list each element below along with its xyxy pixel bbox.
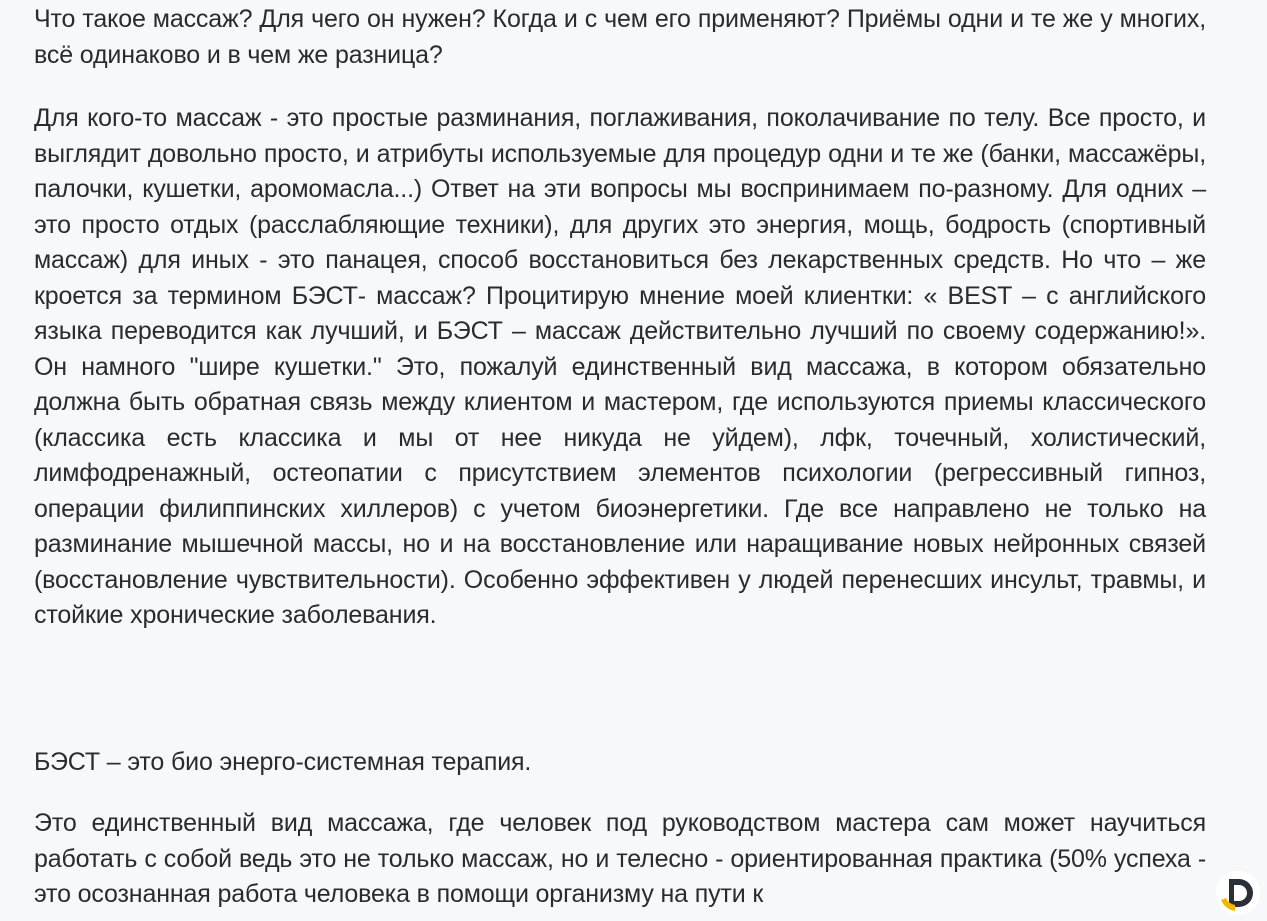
paragraph-massage-description: Для кого-то массаж - это простые разминания, поглаживания, поколачивание по телу. Все просто, и выглядит довольно просто, и атрибуты используемые для процедур одни и те же (банки, массажёры, палочки, кушетки, аромомасла...) Ответ на эти вопросы мы воспринимаем по-разному. Для одних – это просто отдых (расслабляющие техники), для других это энергия, мощь, бодрость (спортивный массаж) для иных - это панацея, способ восстановиться без лекарственных средств. Но что – же кроется за термином БЭСТ- массаж? Процитирую мнение моей клиентки: « BEST – с английского языка переводится как лучший, и БЭСТ – массаж действительно лучший по своему содержанию!». Он намного "шире кушетки." Это, пожалуй единственный вид массажа, в котором обязательно должна быть обратная связь между клиентом и мастером, где используются приемы классического (классика есть классика и мы от нее никуда не уйдем), лфк, точечный, холистический, лимфодренажный, остеопатии с присутствием элементов психологии (регрессивный гипноз, операции филиппинских хиллеров) с учетом биоэнергетики. Где все направлено не только на разминание мышечной массы, но и на восстановление или наращивание новых нейронных связей (восстановление чувствительности). Особенно эффективен у людей перенесших инсульт, травмы, и стойкие хронические заболевания. bbox=[34, 104, 1206, 629]
paragraph-best-definition: БЭСТ – это био энерго-системная терапия. bbox=[34, 748, 532, 776]
brand-logo-icon bbox=[1215, 870, 1261, 916]
paragraph-intro-questions: Что такое массаж? Для чего он нужен? Когда и с чем его применяют? Приёмы одни и те же у многих, всё одинаково и в чем же разница? bbox=[34, 5, 1206, 69]
paragraph-unique-massage: Это единственный вид массажа, где человек под руководством мастера сам может научиться работать с собой ведь это не только массаж, но и телесно - ориентированная практика (50% успеха - это осознанная работа человека в помощи организму на пути к bbox=[34, 809, 1206, 908]
